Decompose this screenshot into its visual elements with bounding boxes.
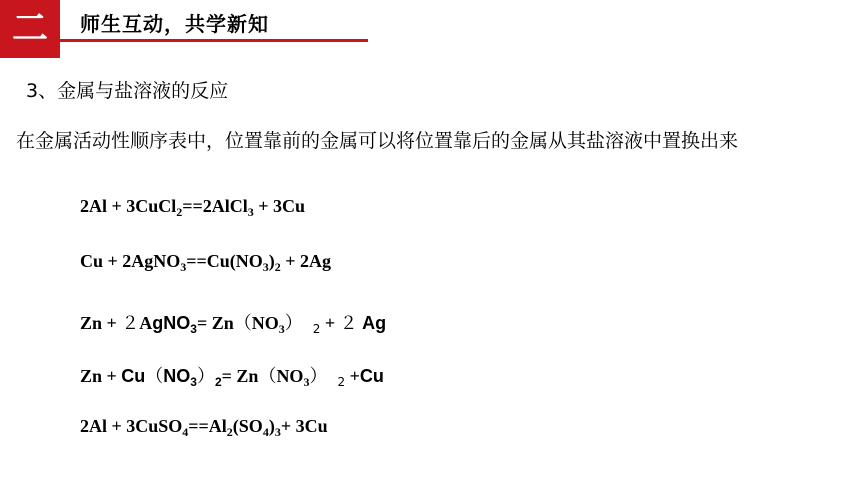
equation-5: $2Al + 3CuSO_4==Al_2(SO_4)_3+ 3Cu$	[80, 416, 328, 439]
equation-4: $Zn + Cu(NO_3)_2= Zn(NO_3)$ $_2$ +Cu	[80, 366, 384, 389]
intro-text: 在金属活动性顺序表中，位置靠前的金属可以将位置靠后的金属从其盐溶液中置换出来	[16, 130, 739, 152]
page-title: 师生互动，共学新知	[80, 12, 269, 36]
equation-2: $Cu + 2AgNO_3==Cu(NO_3)_2 + 2Ag$	[80, 251, 332, 274]
section-number: 二	[11, 8, 48, 49]
title-underline	[60, 39, 368, 42]
equation-3: Zn + ２AgNO$_3$= $Zn(NO_3) _2 + 2$ Ag	[80, 313, 387, 336]
equation-1: 2Al + 3CuCl$_2$==2AlCl$_3$ + 3Cu	[80, 196, 306, 219]
section-number-badge	[0, 0, 60, 58]
subheading: 3、金属与盐溶液的反应	[26, 80, 229, 102]
